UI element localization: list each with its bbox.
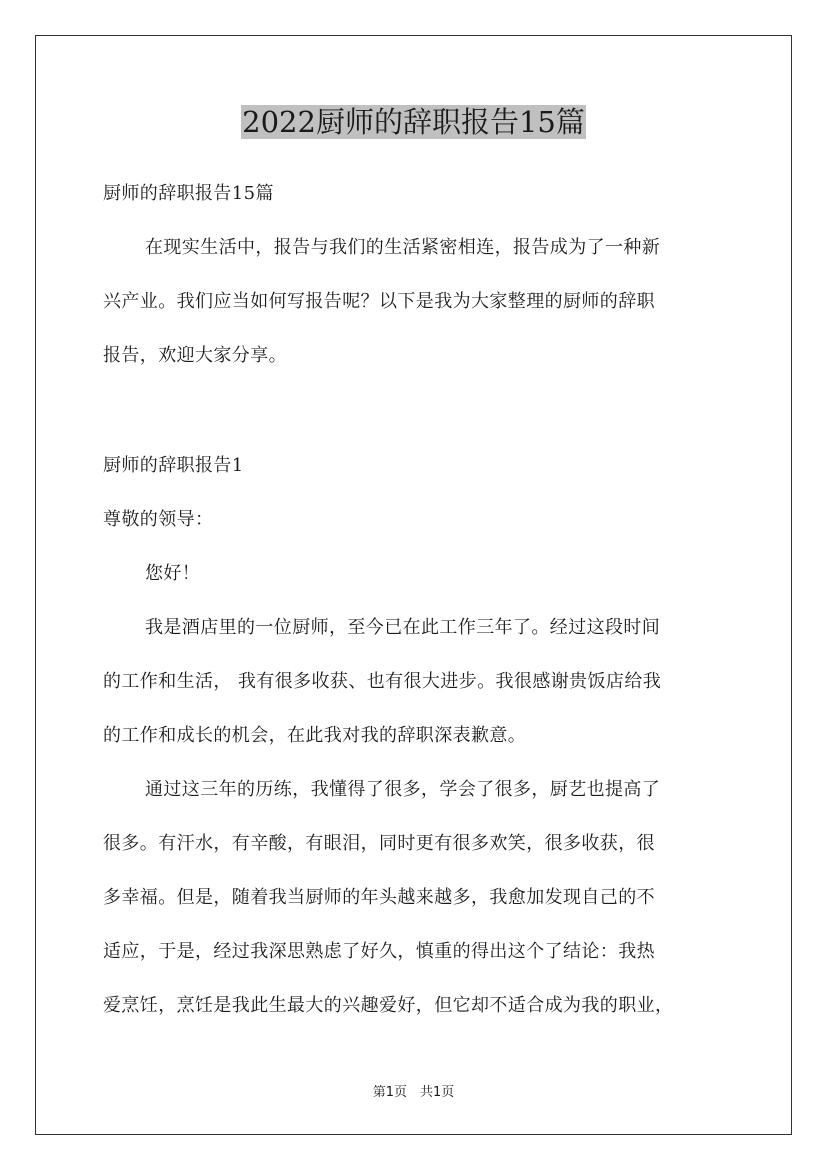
document-subtitle: 厨师的辞职报告15篇 [103, 183, 274, 204]
body-line-3: 的工作和成长的机会，在此我对我的辞职深表歉意。 [103, 725, 527, 746]
document-title-text: 2022厨师的辞职报告15篇 [242, 105, 585, 139]
document-title [0, 100, 827, 144]
body-line-1: 我是酒店里的一位厨师，至今已在此工作三年了。经过这段时间 [145, 617, 661, 638]
body-line-6: 多幸福。但是，随着我当厨师的年头越来越多，我愈加发现自己的不 [103, 887, 655, 908]
intro-line-3: 报告，欢迎大家分享。 [103, 345, 287, 366]
page-footer: 第1页 共1页 [372, 1085, 455, 1100]
body-line-5: 很多。有汗水，有辛酸，有眼泪，同时更有很多欢笑，很多收获，很 [103, 833, 655, 854]
body-line-7: 适应，于是，经过我深思熟虑了好久，慎重的得出这个了结论：我热 [103, 941, 655, 962]
body-line-8: 爱烹饪，烹饪是我此生最大的兴趣爱好，但它却不适合成为我的职业， [103, 995, 674, 1016]
body-line-2: 的工作和生活， 我有很多收获、也有很大进步。我很感谢贵饭店给我 [103, 671, 662, 692]
intro-line-2: 兴产业。我们应当如何写报告呢？以下是我为大家整理的厨师的辞职 [103, 291, 655, 312]
body-line-4: 通过这三年的历练，我懂得了很多，学会了很多，厨艺也提高了 [145, 779, 661, 800]
salutation: 尊敬的领导： [103, 509, 214, 530]
greeting: 您好！ [145, 563, 201, 584]
section-heading: 厨师的辞职报告1 [103, 455, 244, 476]
intro-line-1: 在现实生活中，报告与我们的生活紧密相连，报告成为了一种新 [145, 237, 661, 258]
